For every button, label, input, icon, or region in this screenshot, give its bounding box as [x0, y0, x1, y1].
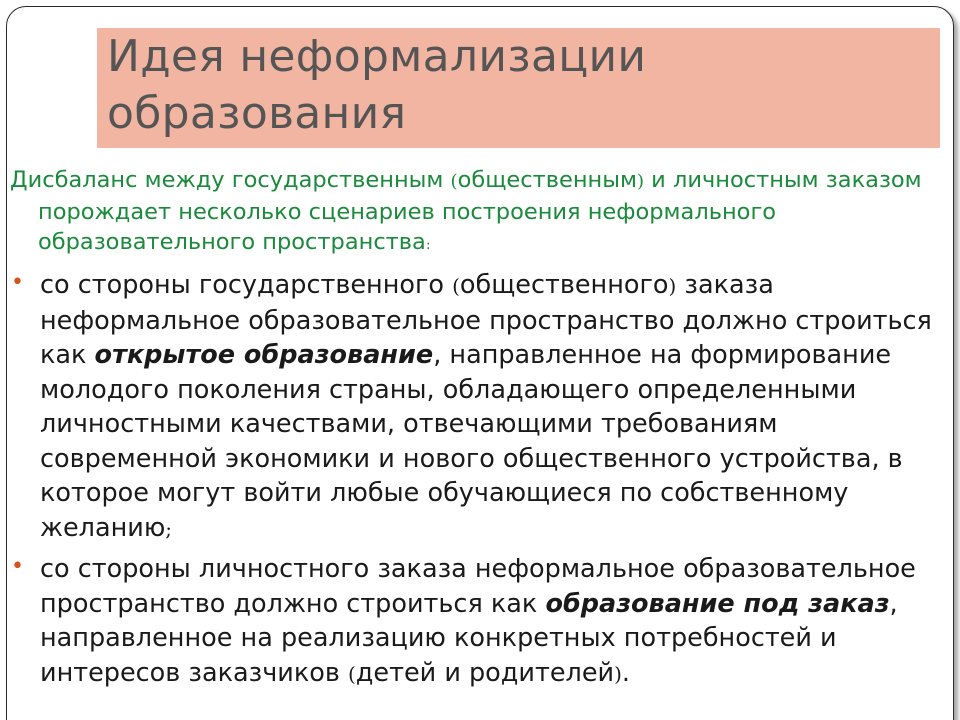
intro-text-part-2: и личностным заказом порождает несколько сценариев построения неформального образовательного пространства [38, 167, 922, 255]
slide-title-line-2: образования [107, 88, 407, 139]
bullet-2-emphasis: образование под заказ [545, 588, 890, 619]
bullet-1-end: ; [165, 516, 173, 541]
bullet-2-close-paren: ) [614, 661, 622, 686]
bullet-1-text-1: со стороны государственного [40, 270, 453, 300]
slide-title [107, 28, 646, 142]
bullet-marker: • [11, 554, 24, 579]
intro-text-part-1: Дисбаланс между государственным [10, 167, 451, 193]
title-box [97, 28, 940, 148]
bullet-1-text-2: общественного [459, 270, 669, 300]
bullet-1-open-paren: ( [452, 274, 460, 298]
bullet-marker: • [11, 270, 24, 295]
bullet-list [0, 268, 960, 697]
slide-title-line-1: Идея неформализации [107, 31, 647, 82]
intro-colon: : [425, 237, 431, 253]
bullet-item-custom-education [0, 552, 950, 691]
bullet-2-text-1: со стороны личностного заказа неформальное образовательное пространство должно строиться как [40, 554, 916, 619]
bullet-1-emphasis: открытое образование [94, 340, 434, 370]
bullet-2-text-2: , направленное на реализацию конкретных потребностей и интересов заказчиков [40, 588, 898, 688]
intro-paragraph [10, 165, 960, 260]
bullet-2-open-paren: ( [347, 661, 356, 686]
bullet-item-open-education [0, 268, 950, 546]
bullet-2-end: . [621, 657, 631, 688]
bullet-2-text-3: детей и родителей [355, 657, 615, 688]
intro-open-paren: ( [450, 171, 458, 192]
bullet-1-text-4: , направленное на формирование молодого поколения страны, обладающего определенными личностными качествами, отвечающими требованиям современной экономики и нового общественного устройства, в которое могут войти любые обучающиеся по собственному желанию [40, 340, 903, 543]
intro-close-paren: ) [637, 171, 645, 192]
bullet-1-close-paren: ) [668, 274, 677, 298]
intro-paren-text: общественным [457, 167, 637, 193]
bullet-1-text-3: заказа неформальное образовательное пространство должно строиться как [40, 270, 932, 370]
